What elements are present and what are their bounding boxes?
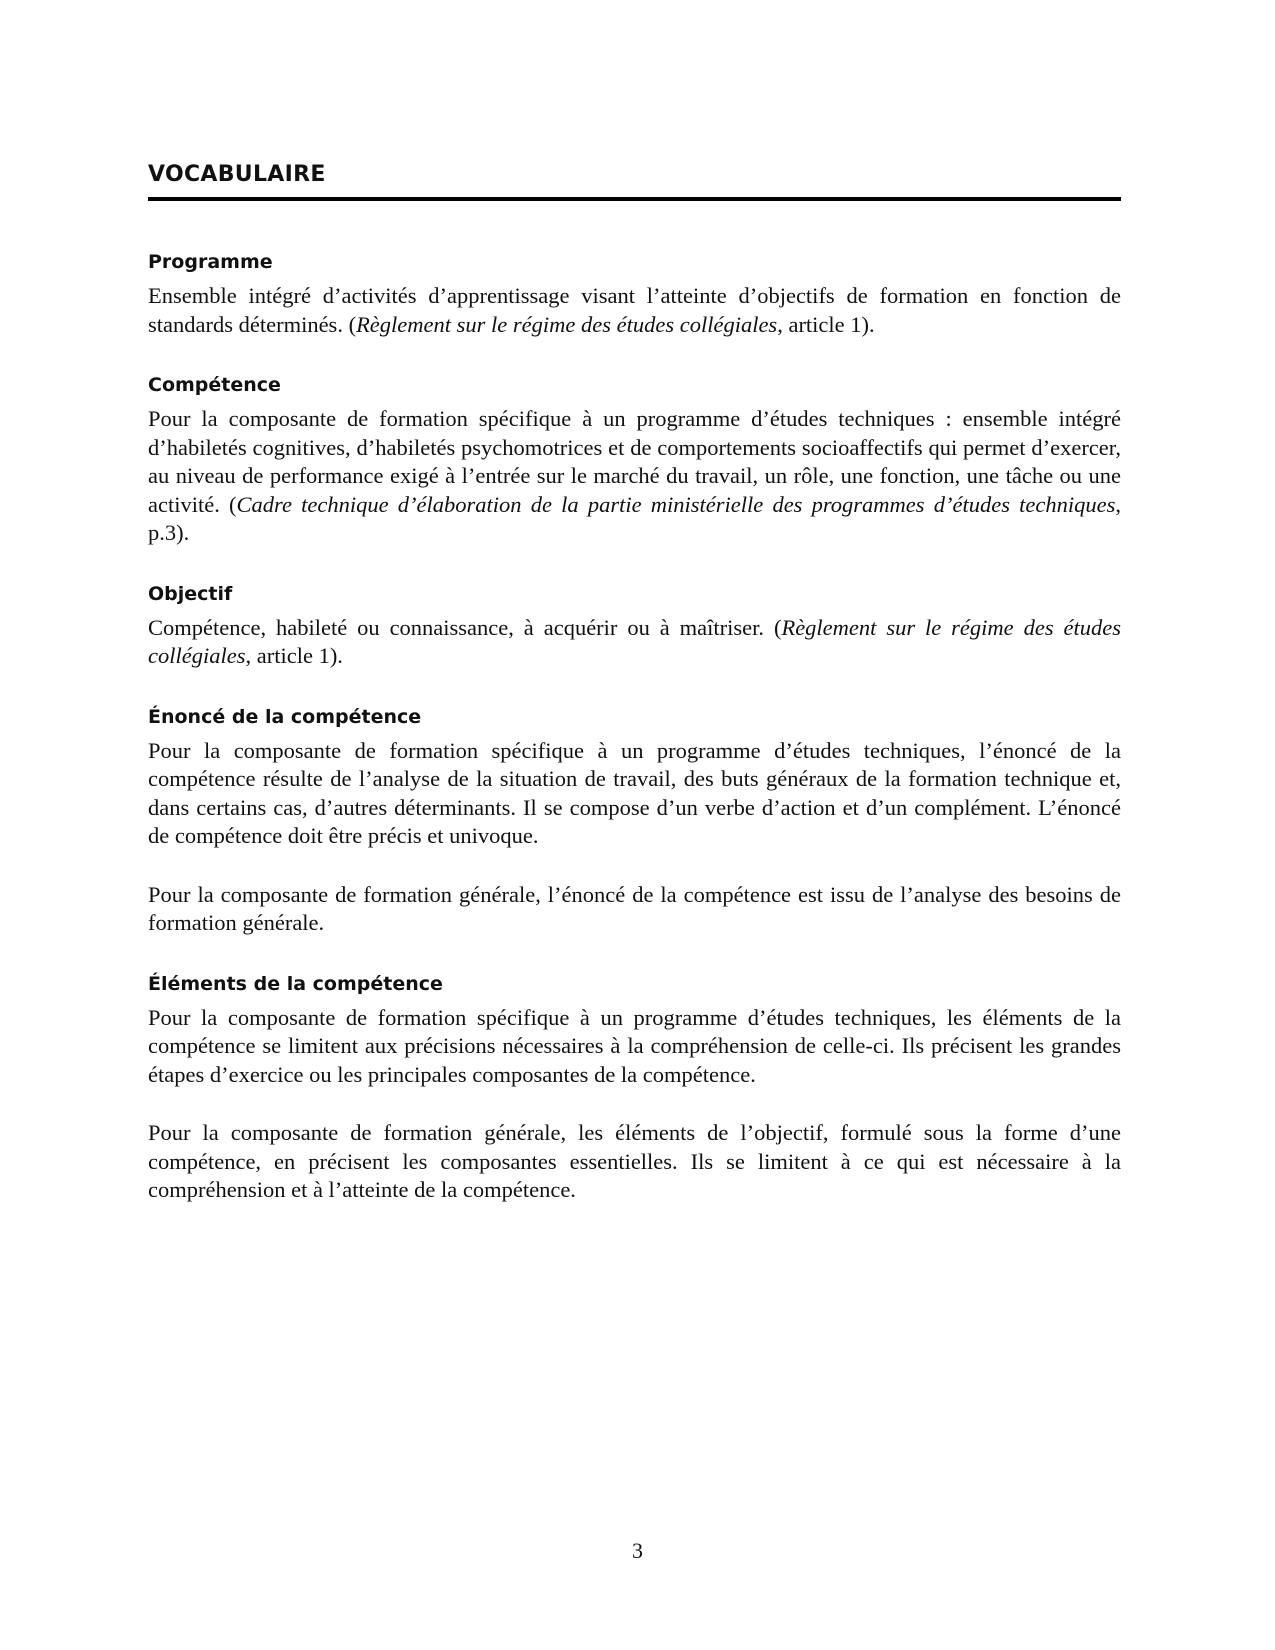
- term-competence: [148, 373, 1121, 548]
- term-elements-competence: [148, 972, 1121, 1205]
- section-title: VOCABULAIRE: [148, 162, 326, 187]
- page-number: 3: [632, 1538, 643, 1563]
- vocabulary-list: [148, 250, 1121, 1239]
- term-heading: Compétence: [148, 374, 281, 396]
- term-programme: [148, 250, 1121, 339]
- term-definition: Pour la composante de formation générale, les éléments de l’objectif, formulé sous la forme d’une compétence, en précisent les composantes essentielles. Ils se limitent à ce qui est nécessaire à la compréhension et à l’atteinte de la compétence.: [148, 1120, 1121, 1202]
- term-objectif: [148, 582, 1121, 671]
- term-definition: Pour la composante de formation spécifique à un programme d’études techniques, l’énoncé de la compétence résulte de l’analyse de la situation de travail, des buts généraux de la formation technique et, dans certains cas, d’autres déterminants. Il se compose d’un verbe d’action et d’un complément. L’énoncé de compétence doit être précis et univoque.: [148, 737, 1121, 848]
- term-definition: Pour la composante de formation spécifique à un programme d’études techniques : ensemble intégré d’habiletés cognitives, d’habiletés psychomotrices et de comportements socioaffectifs qui permet d’exercer, au niveau de performance exigé à l’entrée sur le marché du travail, un rôle, une fonction, une tâche ou une activité. (Cadre technique d’élaboration de la partie ministérielle des programmes d’études techniques, p.3).: [148, 406, 1121, 545]
- term-definition: Pour la composante de formation spécifique à un programme d’études techniques, les éléments de la compétence se limitent aux précisions nécessaires à la compréhension de celle-ci. Ils précisent les grandes étapes d’exercice ou les principales composantes de la compétence.: [148, 1004, 1121, 1087]
- title-underline: [148, 197, 1121, 201]
- term-heading: Programme: [148, 251, 273, 273]
- term-definition: Pour la composante de formation générale, l’énoncé de la compétence est issu de l’analyse des besoins de formation générale.: [148, 881, 1121, 935]
- term-definition: Compétence, habileté ou connaissance, à acquérir ou à maîtriser. (Règlement sur le régime des études collégiales, article 1).: [148, 614, 1121, 668]
- citation: Cadre technique d’élaboration de la partie ministérielle des programmes d’études techniques: [236, 491, 1116, 517]
- term-heading: Énoncé de la compétence: [148, 705, 422, 728]
- citation: Règlement sur le régime des études collégiales: [356, 311, 778, 337]
- term-heading: Objectif: [148, 582, 233, 605]
- term-definition: Ensemble intégré d’activités d’apprentissage visant l’atteinte d’objectifs de formation en fonction de standards déterminés. (Règlement sur le régime des études collégiales, article 1).: [148, 283, 1121, 337]
- term-heading: Éléments de la compétence: [148, 972, 443, 995]
- term-enonce-competence: [148, 705, 1121, 938]
- citation: Règlement sur le régime des études collégiales: [148, 614, 1121, 668]
